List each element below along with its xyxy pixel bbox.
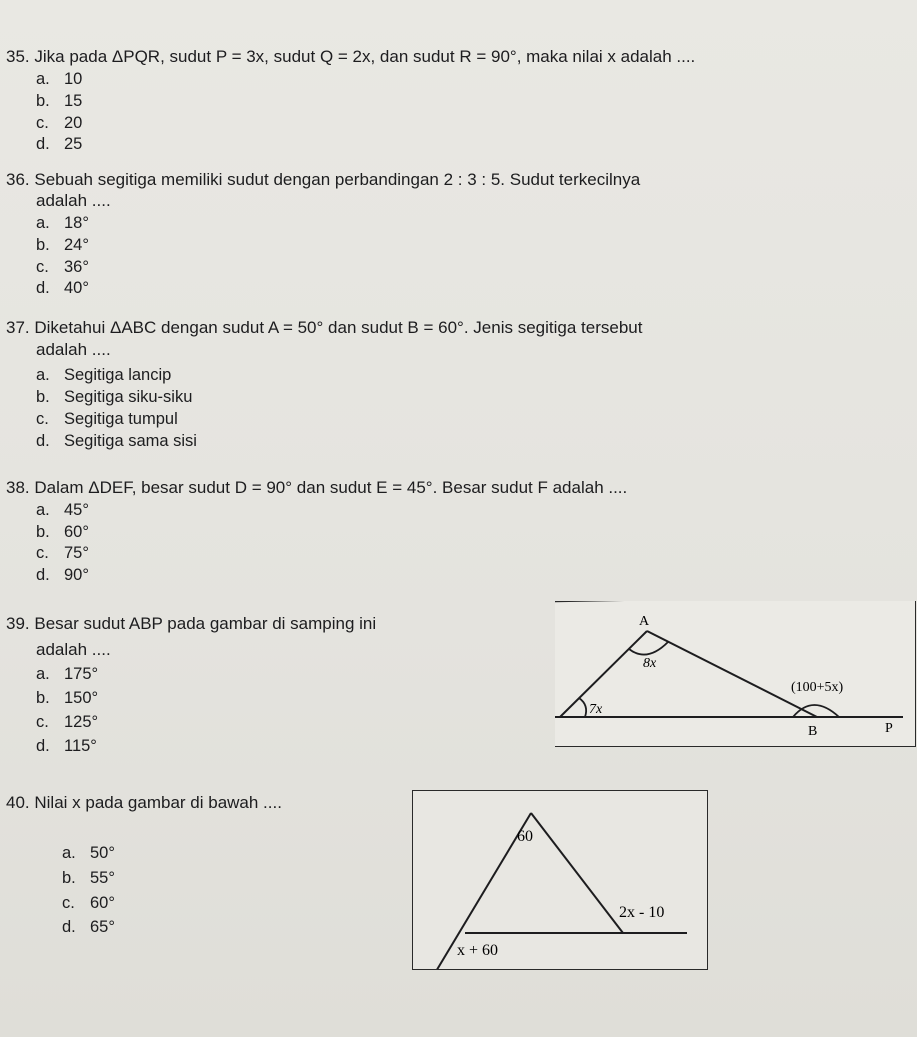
option-36-c[interactable] <box>36 257 89 277</box>
option-39-c[interactable] <box>36 712 98 732</box>
question-stem: Jika pada ΔPQR, sudut P = 3x, sudut Q = 2x, dan sudut R = 90°, maka nilai x adalah .... <box>34 47 696 66</box>
option-letter: c. <box>36 544 49 562</box>
option-letter: a. <box>36 70 50 88</box>
option-letter: c. <box>62 894 75 912</box>
option-letter: a. <box>36 501 50 519</box>
option-text: Segitiga lancip <box>64 366 172 384</box>
option-text: 60° <box>64 523 89 541</box>
option-text: 40° <box>64 279 89 297</box>
question-number: 37. <box>6 318 30 337</box>
question-39-line2: adalah .... <box>36 640 111 659</box>
option-text: 55° <box>90 869 115 887</box>
option-text: 125° <box>64 713 99 731</box>
option-text: 36° <box>64 258 89 276</box>
option-letter: a. <box>36 366 50 384</box>
question-39 <box>6 614 376 634</box>
question-number: 38. <box>6 478 30 497</box>
angle-bottom-label: x + 60 <box>457 942 499 959</box>
angle-top-label: 60 <box>517 828 533 845</box>
option-letter: a. <box>36 665 50 683</box>
question-36-line2: adalah .... <box>36 191 111 210</box>
option-39-a[interactable] <box>36 664 98 684</box>
option-text: 18° <box>64 214 89 232</box>
option-text: 60° <box>90 894 115 912</box>
angle-arc-left <box>579 698 586 717</box>
option-letter: d. <box>36 566 50 584</box>
question-40 <box>6 793 282 813</box>
option-letter: b. <box>36 689 50 707</box>
option-letter: c. <box>36 410 49 428</box>
option-38-d[interactable] <box>36 565 89 585</box>
option-38-a[interactable] <box>36 500 89 520</box>
option-40-d[interactable] <box>62 917 115 937</box>
option-35-a[interactable] <box>36 69 82 89</box>
option-35-b[interactable] <box>36 91 82 111</box>
option-text: Segitiga tumpul <box>64 410 178 428</box>
question-stem: Besar sudut ABP pada gambar di samping ini <box>34 614 377 633</box>
option-text: 115° <box>64 737 97 755</box>
option-letter: c. <box>36 114 49 132</box>
option-letter: b. <box>36 388 50 406</box>
question-38 <box>6 478 627 498</box>
angle-arc-b <box>793 705 839 717</box>
option-letter: c. <box>36 713 49 731</box>
option-text: 175° <box>64 665 99 683</box>
figure-40 <box>412 790 708 970</box>
question-36 <box>6 170 640 190</box>
vertex-b-label: B <box>808 724 818 739</box>
option-37-c[interactable] <box>36 409 178 429</box>
option-letter: d. <box>36 432 50 450</box>
angle-exterior-label: (100+5x) <box>791 680 844 695</box>
option-37-a[interactable] <box>36 365 171 385</box>
option-text: 50° <box>90 844 115 862</box>
vertex-a-label: A <box>639 614 650 629</box>
option-39-b[interactable] <box>36 688 98 708</box>
option-letter: b. <box>36 523 50 541</box>
option-letter: b. <box>36 236 50 254</box>
option-text: 45° <box>64 501 89 519</box>
question-35 <box>6 47 695 67</box>
option-letter: c. <box>36 258 49 276</box>
option-40-a[interactable] <box>62 843 115 863</box>
figure-40-drawing <box>413 791 707 969</box>
option-37-b[interactable] <box>36 387 192 407</box>
option-letter: d. <box>62 918 76 936</box>
option-letter: d. <box>36 279 50 297</box>
option-36-d[interactable] <box>36 278 89 298</box>
vertex-p-label: P <box>885 721 893 736</box>
option-text: Segitiga siku-siku <box>64 388 193 406</box>
question-stem: Sebuah segitiga memiliki sudut dengan perbandingan 2 : 3 : 5. Sudut terkecilnya <box>34 170 641 189</box>
option-letter: a. <box>62 844 76 862</box>
option-text: 20 <box>64 114 83 132</box>
question-stem: Dalam ΔDEF, besar sudut D = 90° dan sudut E = 45°. Besar sudut F adalah .... <box>34 478 628 497</box>
question-number: 35. <box>6 47 30 66</box>
question-37-line2: adalah .... <box>36 340 111 359</box>
option-letter: d. <box>36 135 50 153</box>
option-letter: b. <box>36 92 50 110</box>
option-35-d[interactable] <box>36 134 82 154</box>
option-letter: a. <box>36 214 50 232</box>
option-text: 15 <box>64 92 83 110</box>
option-38-c[interactable] <box>36 543 89 563</box>
figure-39 <box>555 601 916 747</box>
question-stem: Nilai x pada gambar di bawah .... <box>34 793 282 812</box>
option-36-b[interactable] <box>36 235 89 255</box>
option-37-d[interactable] <box>36 431 197 451</box>
angle-a-label: 8x <box>643 656 657 671</box>
option-text: 75° <box>64 544 89 562</box>
option-text: 150° <box>64 689 99 707</box>
option-38-b[interactable] <box>36 522 89 542</box>
option-39-d[interactable] <box>36 736 97 756</box>
option-40-c[interactable] <box>62 893 115 913</box>
question-number: 40. <box>6 793 30 812</box>
option-text: 24° <box>64 236 89 254</box>
option-40-b[interactable] <box>62 868 115 888</box>
option-letter: d. <box>36 737 50 755</box>
option-36-a[interactable] <box>36 213 89 233</box>
option-text: 90° <box>64 566 89 584</box>
question-37 <box>6 318 642 338</box>
option-text: 65° <box>90 918 115 936</box>
question-stem: Diketahui ΔABC dengan sudut A = 50° dan sudut B = 60°. Jenis segitiga tersebut <box>34 318 643 337</box>
option-text: 10 <box>64 70 83 88</box>
option-letter: b. <box>62 869 76 887</box>
question-number: 39. <box>6 614 30 633</box>
option-text: Segitiga sama sisi <box>64 432 197 450</box>
angle-right-label: 2x - 10 <box>619 904 665 921</box>
figure-39-drawing <box>555 601 915 746</box>
angle-left-label: 7x <box>589 702 603 717</box>
option-text: 25 <box>64 135 83 153</box>
question-number: 36. <box>6 170 30 189</box>
option-35-c[interactable] <box>36 113 82 133</box>
